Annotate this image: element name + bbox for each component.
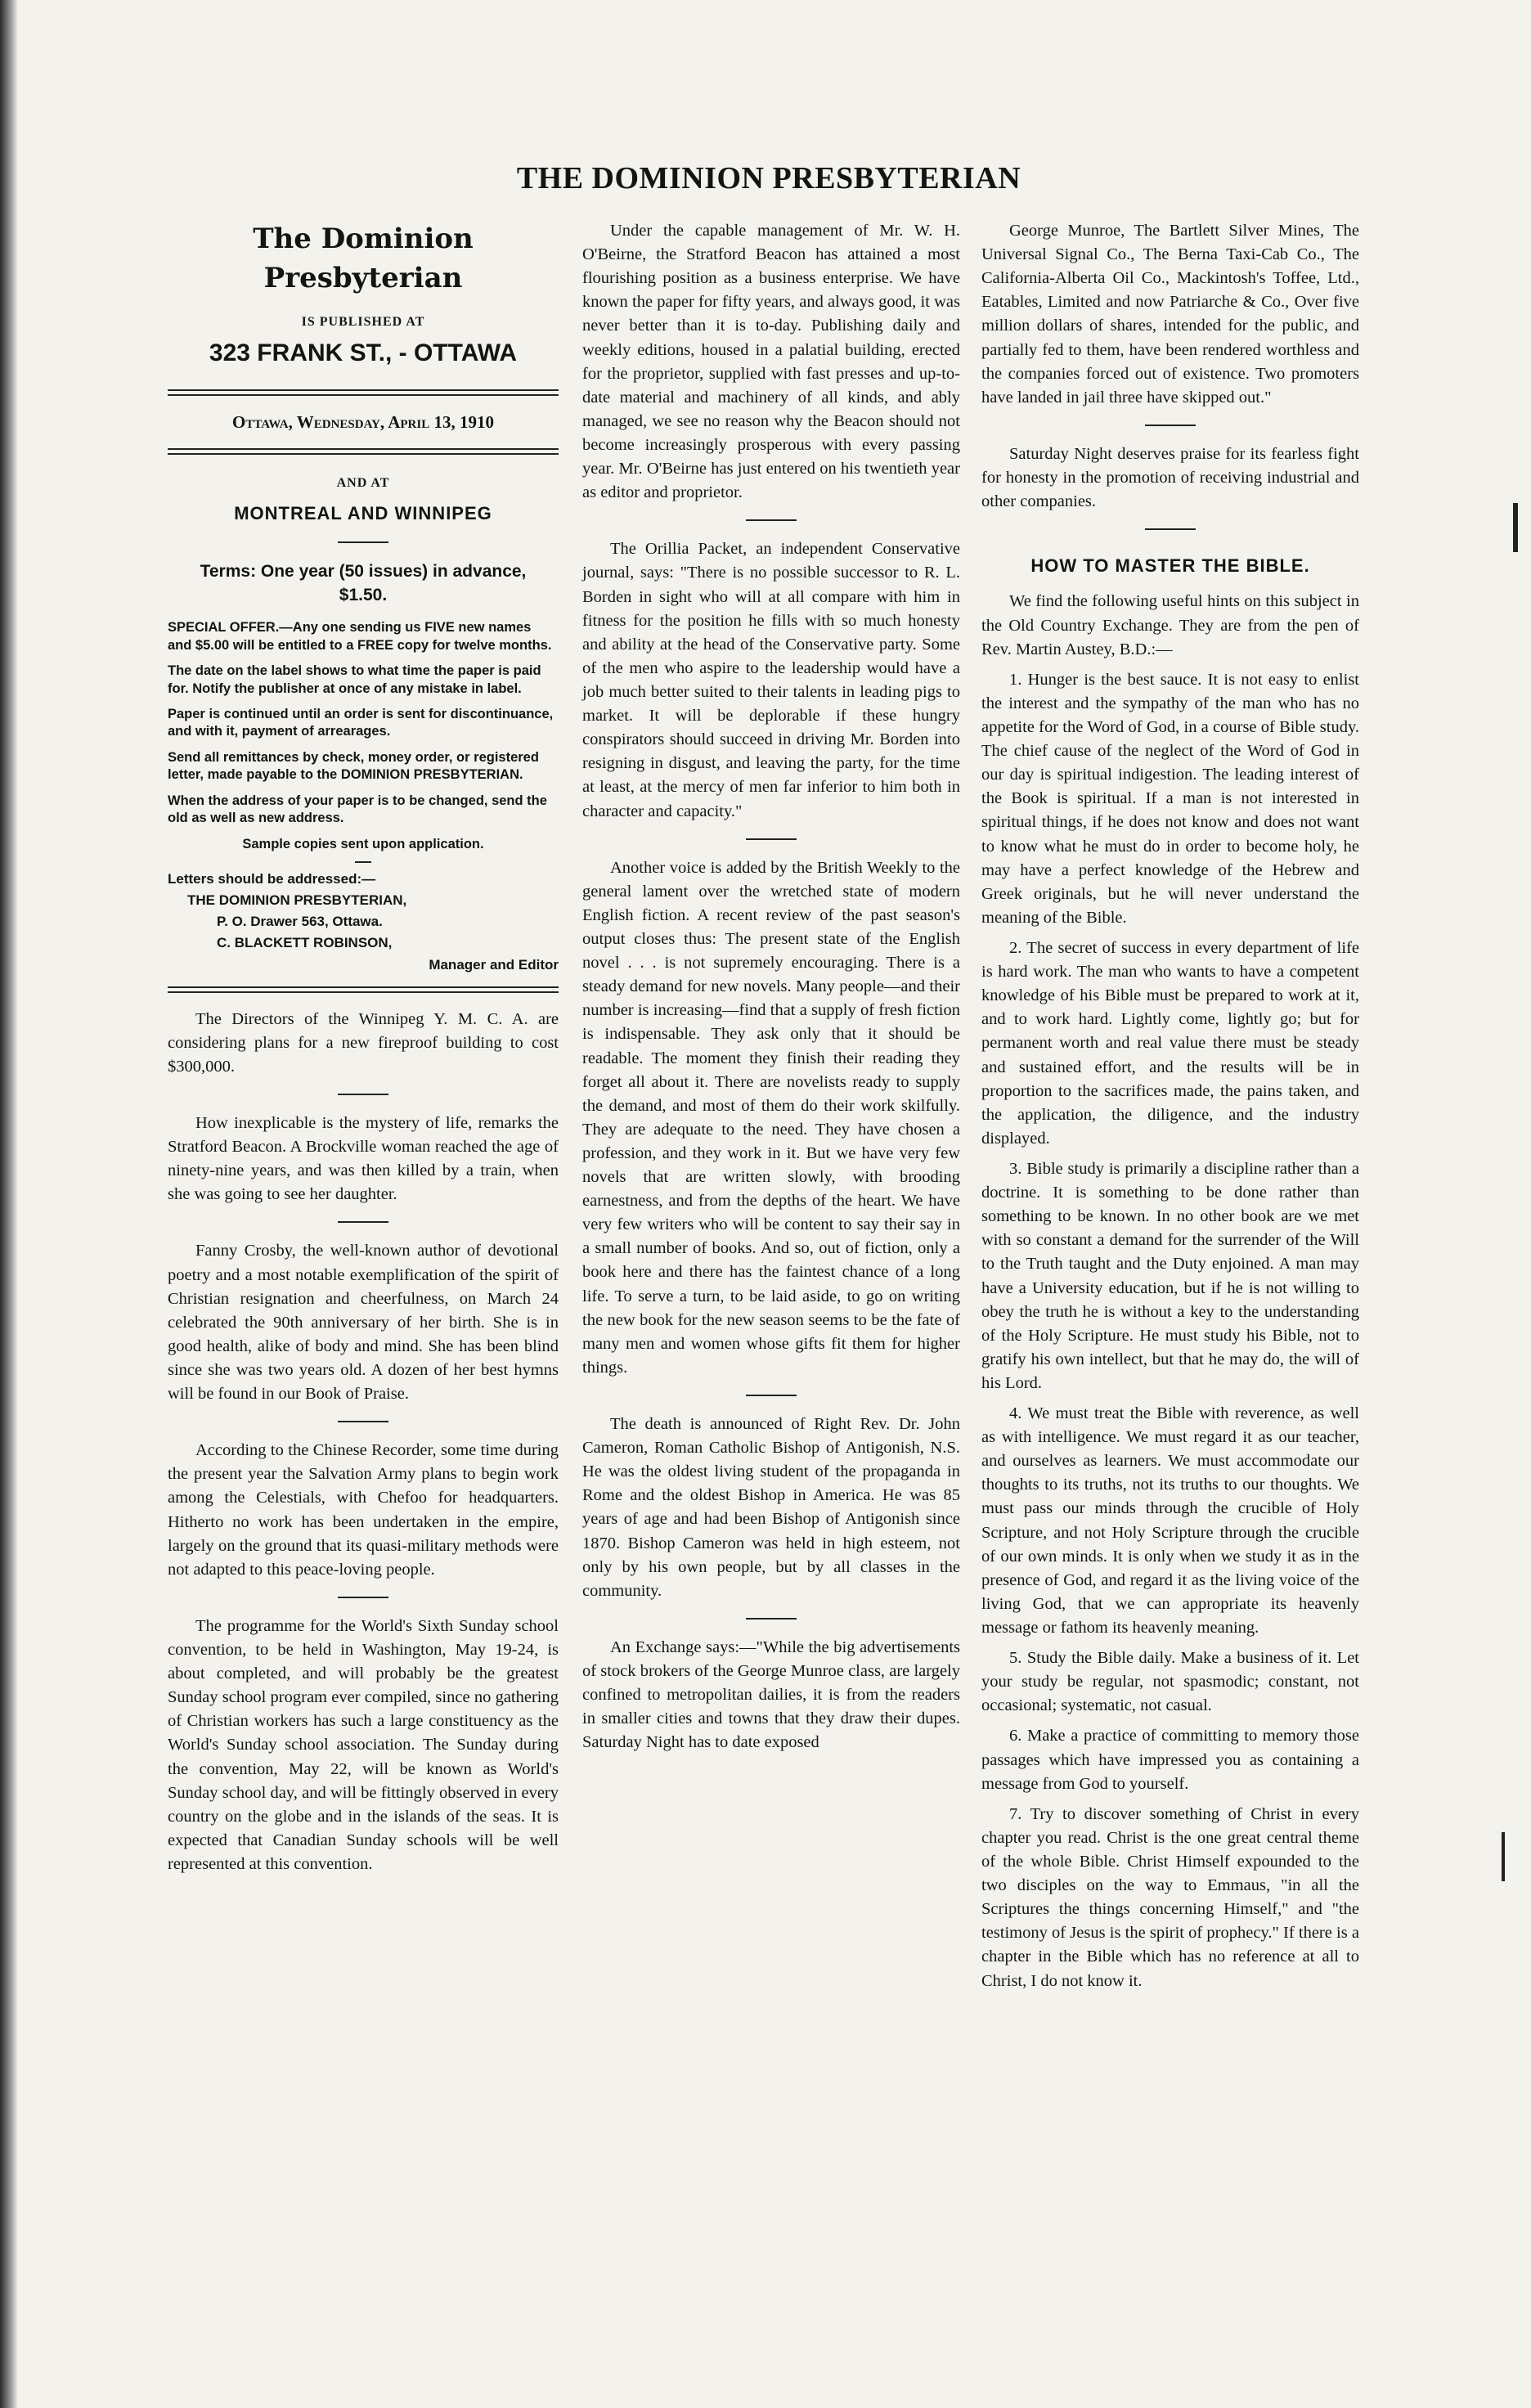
bible-intro: We find the following useful hints on this subject in the Old Country Exchange. They are from the pen of Rev. Martin Austey, B.D.:— (981, 592, 1359, 658)
separator (1145, 425, 1196, 426)
manager-name: C. BLACKETT ROBINSON, (217, 935, 393, 951)
news-item: Fanny Crosby, the well-known author of devotional poetry and a most notable exemplification of the spirit of Christian resignation and cheerfulness, on March 24 celebrated the 90th anniversary of her birth. She is in good health, alike of body and mind. She has been blind since she was two years old. A dozen of her best hymns will be found in our Book of Praise. (168, 1242, 559, 1404)
masthead-cities: MONTREAL AND WINNIPEG (234, 503, 492, 524)
running-title: THE DOMINION PRESBYTERIAN (516, 161, 1021, 195)
masthead-and-at: AND AT (336, 475, 390, 490)
news-item: Another voice is added by the British Weekly to the general lament over the wretched state of modern English fiction. A recent review of the past season's output closes thus: The present state of the English novel . . . is not supremely encouraging. There is a steady demand for new novels. Many people—and their number is increasing—find that a supply of fresh fiction is indispensable. They ask only that it should be readable. The moment they finish their reading they forget all about it. There are novelists ready to supply the demand, and most of them do their work skilfully. They are adequate to the need. They have chosen a profession, and they work in it. But we have very few novels that are written slowly, with brooding earnestness, and from the depths of the heart. We have very few writers who will be content to say their say in a small number of books. And so, out of fiction, only a book here and there has the faintest chance of a long life. To serve a turn, to be laid aside, to go on writing the new book for the new season seems to be the fate of many men and women whose gifts fit them for higher things. (582, 858, 960, 1377)
masthead-published: IS PUBLISHED AT (301, 314, 425, 329)
address-name: THE DOMINION PRESBYTERIAN, (187, 892, 407, 909)
address-change-notice: When the address of your paper is to be changed, send the old as well as new address. (168, 793, 547, 826)
margin-mark (1513, 503, 1518, 552)
separator (338, 1597, 388, 1598)
separator (746, 1395, 797, 1396)
news-item: The Orillia Packet, an independent Conservative journal, says: "There is no possible successor to R. L. Borden in sight who will at all compare with him in fitness for the position he fills with so much honesty and ability at the head of the Conservative party. Some of the men who aspire to the leadership would have a job much better suited to their talents in leading pigs to market. It will be deplorable if these hungry conspirators should succeed in driving Mr. Borden into resigning in disgust, and leaving the party, for the time at least, at the mercy of men far inferior to him both in character and capacity." (582, 540, 960, 820)
news-item: Under the capable management of Mr. W. H. O'Beirne, the Stratford Beacon has attained a most flourishing position as a business enterprise. We have known the paper for fifty years, and always good, it was never better than it is to-day. Publishing daily and weekly editions, housed in a palatial building, erected for the proprietor, supplied with fast presses and up-to-date material and machinery of all kinds, and ably managed, we see no reason why the Beacon should not become increasingly prosperous with every passing year. Mr. O'Beirne has just entered on his twentieth year as editor and proprietor. (582, 222, 960, 502)
separator (746, 838, 797, 840)
bible-point: 6. Make a practice of committing to memory those passages which have impressed you as containing a message from God to yourself. (981, 1727, 1359, 1793)
news-item: Saturday Night deserves praise for its fearless fight for honesty in the promotion of receiving industrial and other companies. (981, 444, 1359, 511)
bible-point: 1. Hunger is the best sauce. It is not easy to enlist the interest and the sympathy of the man who has no appetite for the Word of God, in a course of Bible study. The chief cause of the neglect of the Word of God in our day is spiritual indigestion. The leading interest of the Book is spiritual. If a man is not interested in spiritual things, if he does not know and does not want to know what he must do in order to become holy, he may have a perfect knowledge of the Hebrew and Greek originals, but he will never understand the meaning of the Bible. (981, 670, 1359, 927)
rule (168, 389, 559, 396)
bible-point: 4. We must treat the Bible with reverence, as well as with intelligence. We must regard it as our teacher, and ourselves as learners. We must accommodate our thoughts to its truths, not its truths to our thoughts. We must pass our minds through the crucible of Holy Scripture, and not Holy Scripture through the crucible of our own minds. It is only when we study it as in the presence of God, and regard it as the living voice of the living God, that we can appropriate its heavenly message or fathom its heavenly meaning. (981, 1404, 1359, 1638)
remittance-notice: Send all remittances by check, money order, or registered letter, made payable to the DOMINION PRESBYTERIAN. (168, 749, 539, 783)
manager-title: Manager and Editor (429, 956, 559, 973)
separator (746, 1618, 797, 1620)
bible-point: 2. The secret of success in every department of life is hard work. The man who wants to have a competent knowledge of his Bible must be prepared to work at it, and to work hard. Lightly come, lightly go; but for permanent worth and real value there must be steady and sustained effort, and the results will be in proportion to the sacrifices made, the pains taken, and the application, the diligence, and the industry displayed. (981, 938, 1359, 1148)
special-offer: SPECIAL OFFER.—Any one sending us FIVE new names and $5.00 will be entitled to a FREE copy for twelve months. (168, 620, 552, 653)
masthead-title: The Dominion Presbyterian (253, 222, 474, 295)
news-item: How inexplicable is the mystery of life, remarks the Stratford Beacon. A Brockville woman reached the age of ninety-nine years, and was then killed by a train, when she was going to see her daughter. (168, 1114, 559, 1204)
news-item: The Directors of the Winnipeg Y. M. C. A. are considering plans for a new fireproof building to cost $300,000. (168, 1009, 559, 1076)
separator (338, 1094, 388, 1095)
rule (168, 448, 559, 455)
masthead-address: 323 FRANK ST., - OTTAWA (209, 339, 518, 367)
separator (355, 861, 371, 863)
separator (338, 1221, 388, 1223)
news-item: The programme for the World's Sixth Sunday school convention, to be held in Washington, May 19-24, is about completed, and will probably be the greatest Sunday school program ever compiled, since no gathering of Christian workers has such a large constituency as the World's Sunday school association. The Sunday during the convention, May 22, will be known as World's Sunday school day, and will be fittingly observed in every country on the globe and in the islands of the seas. It is expected that Canadian Sunday schools will be well represented at this convention. (168, 1616, 559, 1873)
right-column (981, 219, 1359, 2000)
sample-notice: Sample copies sent upon application. (242, 836, 484, 851)
subscription-terms: Terms: One year (50 issues) in advance, $1.50. (200, 561, 527, 605)
middle-column (582, 219, 960, 1761)
separator (1145, 528, 1196, 530)
label-notice: The date on the label shows to what time the paper is paid for. Notify the publisher at once of any mistake in label. (168, 663, 541, 696)
margin-mark (1502, 1832, 1505, 1881)
issue-date: Ottawa, Wednesday, April 13, 1910 (232, 411, 494, 432)
bible-point: 3. Bible study is primarily a discipline rather than a doctrine. It is something to be done rather than something to be known. In no other book are we met with so constant a demand for the surrender of the Will to the Truth taught and the Duty enjoined. A man may have a University education, but if he is not willing to obey the truth he is without a key to the understanding of the Holy Scripture. He must study his Bible, not to gratify his own intellect, but that he may do, the will of his Lord. (981, 1159, 1359, 1392)
separator (746, 519, 797, 521)
bible-point: 7. Try to discover something of Christ in every chapter you read. Christ is the one great central theme of the whole Bible. Christ Himself expounded to the two disciples on the way to Emmaus, "in all the Scriptures the things concerning Himself," and "the testimony of Jesus is the spirit of prophecy." If there is a chapter in the Bible which has no reference at all to Christ, I do not know it. (981, 1804, 1359, 1990)
news-item: According to the Chinese Recorder, some time during the present year the Salvation Army plans to begin work among the Celestials, with Chefoo for headquarters. Hitherto no work has been undertaken in the empire, largely on the ground that its quasi-military methods were not adapted to this peace-loving people. (168, 1441, 559, 1579)
bible-point: 5. Study the Bible daily. Make a business of it. Let your study be regular, not spasmodic; constant, not occasional; systematic, not casual. (981, 1649, 1359, 1715)
continued-notice: Paper is continued until an order is sent for discontinuance, and with it, payment of arrearages. (168, 706, 554, 739)
bible-heading: HOW TO MASTER THE BIBLE. (1030, 555, 1310, 577)
left-column (168, 219, 559, 1883)
page-edge-shadow (0, 0, 18, 2408)
news-item: The death is announced of Right Rev. Dr. John Cameron, Roman Catholic Bishop of Antigonish, N.S. He was the oldest living student of the propaganda in Rome and the oldest Bishop in America. He was 85 years of age and had been Bishop of Antigonish since 1870. Bishop Cameron was held in high esteem, not only by his own people, but by all classes in the community. (582, 1415, 960, 1600)
news-item: George Munroe, The Bartlett Silver Mines, The Universal Signal Co., The Berna Taxi-Cab Co., The California-Alberta Oil Co., Mackintosh's Toffee, Ltd., Eatables, Limited and now Patriarche & Co., Over five million dollars of shares, intended for the public, and partially fed to them, have been rendered worthless and the companies forced out of existence. Two promoters have landed in jail three have skipped out." (981, 222, 1359, 407)
separator (338, 541, 388, 543)
separator (338, 1421, 388, 1422)
letters-label: Letters should be addressed:— (168, 871, 376, 887)
rule (168, 986, 559, 993)
address-box: P. O. Drawer 563, Ottawa. (217, 914, 383, 930)
news-item: An Exchange says:—"While the big advertisements of stock brokers of the George Munroe class, are largely confined to metropolitan dailies, it is from the readers in smaller cities and towns that they draw their dupes. Saturday Night has to date exposed (582, 1638, 960, 1752)
